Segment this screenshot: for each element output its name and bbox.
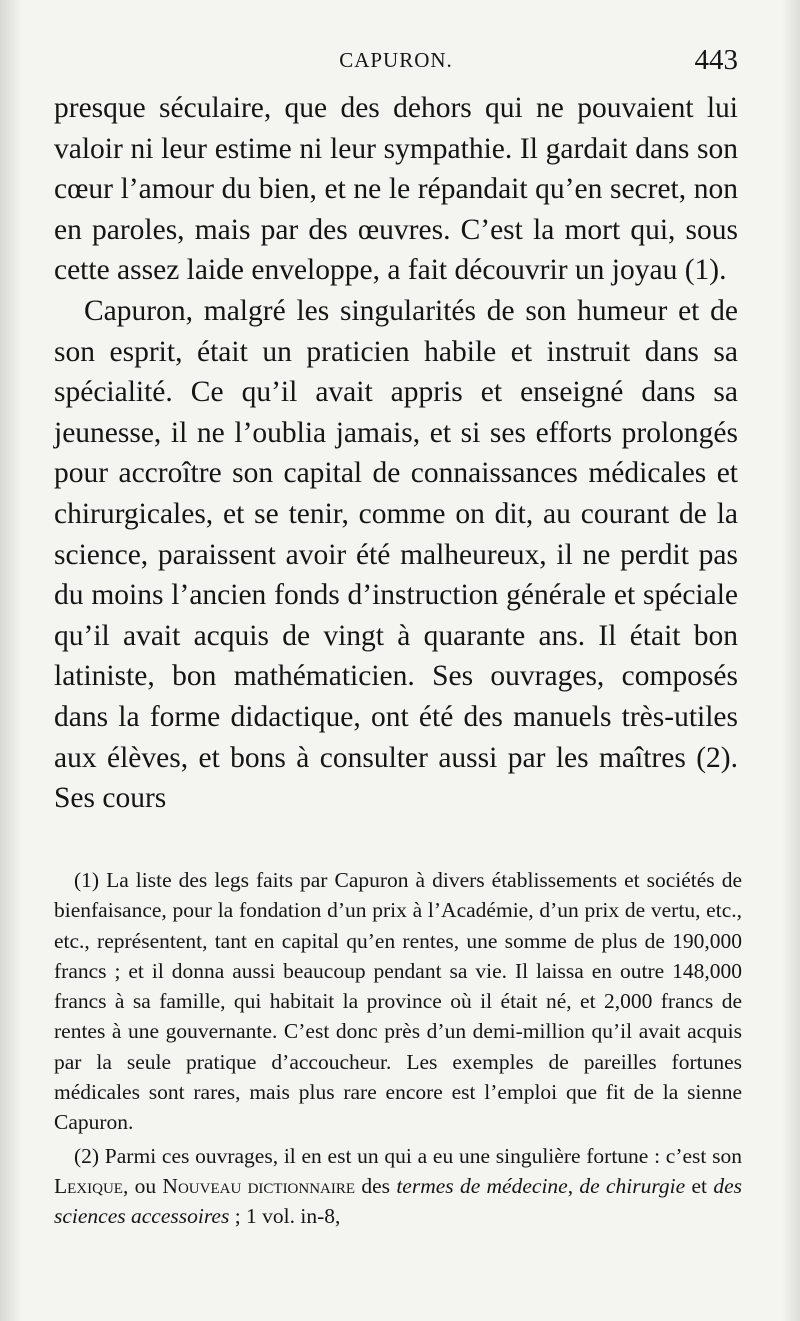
footnote-2-termes: termes de médecine <box>396 1173 568 1198</box>
running-title: CAPURON. <box>339 48 453 72</box>
footnote-2-sciences: des sciences accessoires <box>54 1173 742 1229</box>
footnote-2-chirurgie: de chirurgie <box>579 1173 686 1198</box>
footnote-2 <box>54 1141 742 1232</box>
footnote-2-dictionnaire: Nouveau dictionnaire <box>162 1173 356 1198</box>
running-head <box>54 44 738 80</box>
paragraph-continued: presque séculaire, que des dehors qui ne pouvaient lui valoir ni leur estime ni leur sympathie. Il gardait dans son cœur l’amour du bien, et ne le répandait qu’en secret, non en paroles, mais par des œuvres. C’est la mort qui, sous cette assez laide enveloppe, a fait découvrir un joyau (1). <box>54 92 738 287</box>
page-number: 443 <box>694 44 738 76</box>
footnotes <box>54 865 742 1232</box>
footnote-2-des: des <box>355 1173 397 1198</box>
page-edge-shadow-left <box>0 0 22 1321</box>
footnote-2-lexique: Lexique <box>54 1173 123 1198</box>
paragraph: Capuron, malgré les singularités de son humeur et de son esprit, était un praticien habile et instruit dans sa spécialité. Ce qu’il avait appris et enseigné dans sa jeunesse, il ne l’oublia jamais, et si ses efforts prolongés pour accroître son capital de connaissances médicales et chirurgicales, et se tenir, comme on dit, au courant de la science, paraissent avoir été malheureux, il ne perdit pas du moins l’ancien fonds d’instruction générale et spéciale qu’il avait acquis de vingt à quarante ans. Il était bon latiniste, bon mathématicien. Ses ouvrages, composés dans la forme didactique, ont été des manuels très-utiles aux élèves, et bons à consulter aussi par les maîtres (2). Ses cours <box>54 294 738 815</box>
footnote-2-et: et <box>685 1173 714 1198</box>
page-edge-shadow-right <box>782 0 800 1321</box>
footnote-1: (1) La liste des legs faits par Capuron à divers établissements et sociétés de bienfaisance, pour la fondation d’un prix à l’Académie, d’un prix de vertu, etc., etc., représentent, tant en capital qu’en rentes, une somme de plus de 190,000 francs ; et il donna aussi beaucoup pendant sa vie. Il laissa en outre 148,000 francs à sa famille, qui habitait la province où il était né, et 2,000 francs de rentes à une gouvernante. C’est donc près d’un demi-million qu’il avait acquis par la seule pratique d’accoucheur. Les exemples de pareilles fortunes médicales sont rares, mais plus rare encore est l’emploi que fit de la sienne Capuron. <box>54 868 742 1135</box>
footnote-2-lead: (2) Parmi ces ouvrages, il en est un qui a eu une singulière fortune : c’est son <box>74 1143 742 1168</box>
footnote-2-ou: , ou <box>122 1173 163 1198</box>
footnote-2-comma: , <box>567 1173 580 1198</box>
footnote-2-tail: ; 1 vol. in-8, <box>229 1204 341 1229</box>
main-text <box>54 88 738 819</box>
